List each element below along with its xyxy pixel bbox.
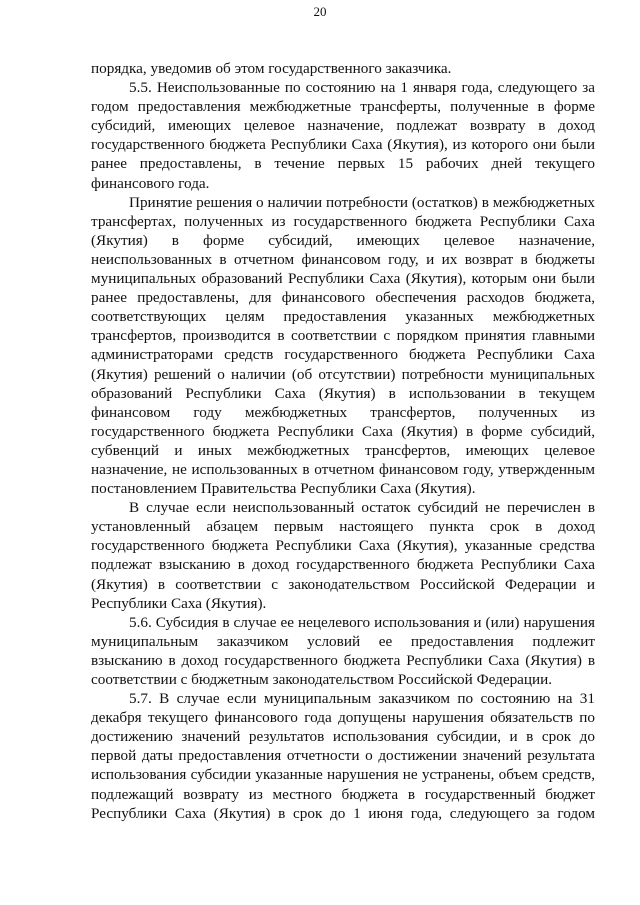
paragraph-5-5: 5.5. Неиспользованные по состоянию на 1 января года, следующего за годом предоставления межбюджетные трансферты, полученные в форме субсидий, имеющих целевое назначение, подлежат возврату в доход государственного бюджета Республики Саха (Якутия), из которого они были ранее предоставлены, в течение первых 15 рабочих дней текущего финансового года. — [91, 79, 595, 192]
document-body — [91, 59, 595, 823]
paragraph-5-6: 5.6. Субсидия в случае ее нецелевого использования и (или) нарушения муниципальным заказчиком условий ее предоставления подлежит взысканию в доход государственного бюджета Республики Саха (Якутия) в соответствии с бюджетным законодательством Российской Федерации. — [91, 613, 595, 688]
paragraph-5-7: 5.7. В случае если муниципальным заказчиком по состоянию на 31 декабря текущего финансового года допущены нарушения обязательств по достижению значений результатов использования субсидии, и в срок до первой даты предоставления отчетности о достижении значений результата использования субсидии указанные нарушения не устранены, объем средств, подлежащий возврату из местного бюджета в государственный бюджет Республики Саха (Якутия) в срок до 1 июня года, следующего за годом — [91, 690, 595, 822]
paragraph-unreturned-remainder: В случае если неиспользованный остаток субсидий не перечислен в установленный абзацем первым настоящего пункта срок в доход государственного бюджета Республики Саха (Якутия), указанные средства подлежат взысканию в доход государственного бюджета Республики Саха (Якутия) в соответствии с законодательством Российской Федерации и Республики Саха (Якутия). — [91, 499, 595, 612]
page-number: 20 — [313, 4, 327, 19]
paragraph-continuation: порядка, уведомив об этом государственного заказчика. — [91, 60, 452, 77]
paragraph-decision-on-remainders: Принятие решения о наличии потребности (остатков) в межбюджетных трансфертах, полученных из государственного бюджета Республики Саха (Якутия) в форме субсидий, имеющих целевое назначение, неиспользованных в отчетном финансовом году, и их возврат в бюджеты муниципальных образований Республики Саха (Якутия), которым они были ранее предоставлены, для финансового обеспечения расходов бюджета, соответствующих целям предоставления указанных межбюджетных трансфертов, производится в соответствии с порядком принятия главными администраторами средств государственного бюджета Республики Саха (Якутия) решений о наличии (об отсутствии) потребности муниципальных образований Республики Саха (Якутия) в использовании в текущем финансовом году межбюджетных трансфертов, полученных из государственного бюджета Республики Саха (Якутия) в форме субсидий, субвенций и иных межбюджетных трансфертов, имеющих целевое назначение, не использованных в отчетном финансовом году, утвержденным постановлением Правительства Республики Саха (Якутия). — [91, 193, 595, 498]
